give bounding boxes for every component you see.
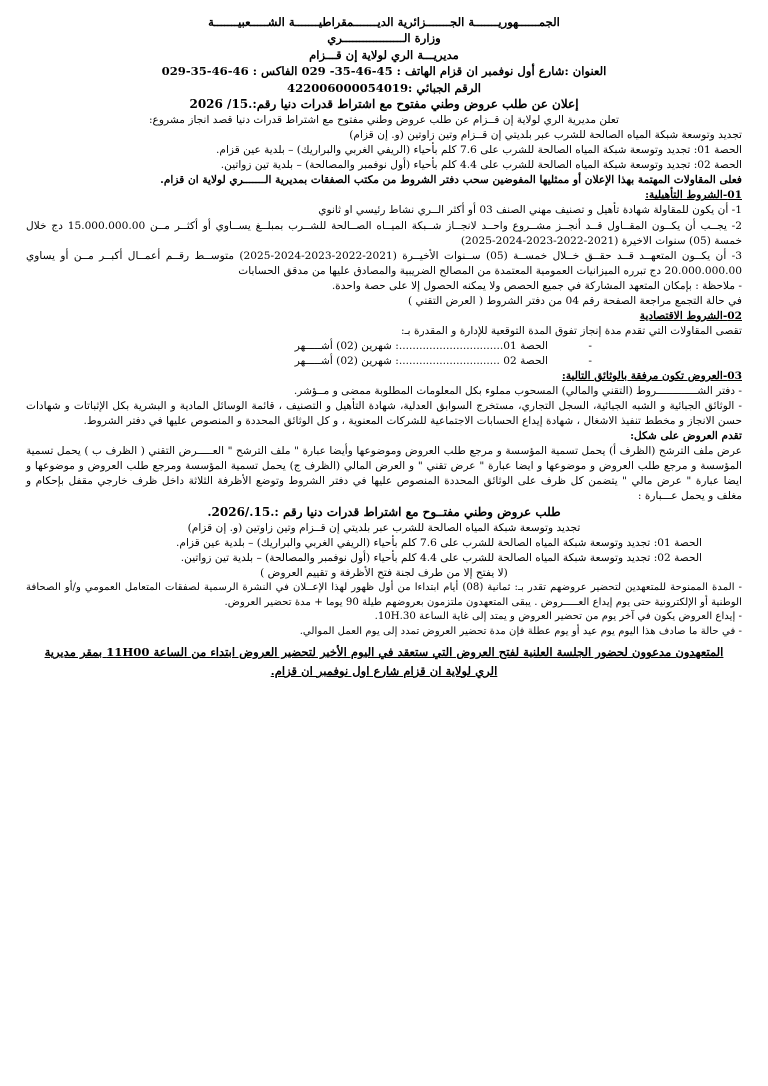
section-heading: 01-الشروط التأهيلية: [645,189,742,202]
section-economic [26,309,742,369]
footer-invitation [26,643,742,680]
economic-intro: تقصى المقاولات التي تقدم مدة إنجاز تفوق المدة التوقعية للإدارة و المقدرة بـ: [400,324,742,337]
tax-number: الرقم الجبائي :422006000054019 [287,80,481,95]
note-text: - ملاحظة : بإمكان المتعهد المشاركة في جميع الحصص ولا يمكنه الحصول إلا على حصة واحدة. [331,279,742,292]
footer-line: الري لولاية ان قزام شارع اول نوفمبر ان قزام. [270,663,498,678]
deadline-item: - إيداع العروض يكون في آخر يوم من تحضير العروض و يمتد إلى غاية الساعة 10H.30. [374,611,742,623]
condition-item: 2- يجــب أن يكــون المقــاول قــد أنجــز مشــروع واحــد لانجــاز شــبكة الميــاه الصــالحة للشــرب بمبلــغ يســاوي أو أكثــر مــن 15.000.000.00 دج خلال خمسة (05) سنوات الاخيرة (2021-2022-2023-2024-2025) [26,219,743,247]
intro-text: تعلن مديرية الري لولاية إن قــزام عن طلب عروض وطني مفتوح مع اشتراط قدرات دنيا قصد انجاز مشروع: [148,114,619,127]
grouping-text: في حالة التجمع مراجعة الصفحة رقم 04 من دفتر الشروط ( العرض التقني ) [408,294,742,307]
condition-item: 3- أن يكــون المتعهــد قــد حقــق خــلال خمســة (05) ســنوات الأخيــرة (2021-2022-2023-2024-2025) متوســط رقــم أعمــال أكبــر مــن أو يساوي 20.000.000.00 دج تبرره الميزانيات العمومية المعتمدة من المصالح الضريبية والمصادق عليها من مدقق الحسابات [26,249,742,277]
list-item: - الحصة 02 ..............................: شهرين (02) أشـــــهر [26,354,742,369]
lot-duration-value: شهرين (02) أشـــــهر [294,354,392,367]
section-documents [26,369,742,429]
announcement-title: إعلان عن طلب عروض وطني مفتوح مع اشتراط قدرات دنيا رقم:.15/ 2026 [189,97,579,112]
republic-name: الجمــــــهوريـــــــة الجـــــــزائرية الديـــــــمقراطيـــــــة الشـــــعبيـــــــة [208,15,560,29]
list-item: - الحصة 01...............................: شهرين (02) أشـــــهر [26,339,742,354]
contact-address: العنوان :شارع أول نوفمبر ان قزام الهاتف : 45-46-35- 029 الفاكس : 46-46-35-029 [161,64,607,79]
lot-duration-value: شهرين (02) أشـــــهر [294,339,392,352]
directorate-name: مديريـــة الري لولاية إن قـــزام [309,47,459,62]
project-name: تجديد وتوسعة شبكة المياه الصالحة للشرب عبر بلديتي إن قــزام وتين زاوتين (و. إن قزام) [349,129,742,142]
deadline-item: - في حالة ما صادف هذا اليوم يوم عيد أو يوم عطلة فإن مدة تحضير العروض تمدد إلى يوم العمل الموالي. [299,625,742,637]
envelope-label [26,504,742,581]
section-heading: 03-العروض تكون مرفقة بالوثائق التالية: [561,369,742,382]
section-submission [26,429,742,504]
lot-duration-label: الحصة 01...............................: [395,339,548,352]
document-header [26,14,742,96]
ministry-name: وزارة الــــــــــــــــــري [327,31,441,46]
notice-withdraw: فعلى المقاولات المهتمة بهذا الإعلان أو ممثليها المفوضين سحب دفتر الشروط من مكتب الصفقات بمديرية الـــــــري لولاية ان قزام. [160,174,742,187]
document-item: - دفتر الشـــــــــــــروط (التقني والمالي) المسحوب مملوء بكل المعلومات المطلوبة ممضى و مــؤشر. [293,384,742,397]
lot-duration-label: الحصة 02 ..............................: [395,354,548,367]
condition-item: 1- أن يكون للمقاولة شهادة تأهيل و تصنيف مهني الصنف 03 أو أكثر الــري نشاط رئيسي او ثانوي [318,204,742,217]
deadlines [26,581,742,639]
section-heading: 02-الشروط الاقتصادية [639,309,742,322]
lot-1: الحصة 01: تجديد وتوسعة شبكة المياه الصالحة للشرب على 7.6 كلم بأحياء (الريفي الغربي والبراريك) – بلدية عين قزام. [216,144,742,157]
deadline-item: - المدة الممنوحة للمتعهدين لتحضير عروضهم تقدر بـ: ثمانية (08) أيام ابتداءا من أول ظهور لهذا الإعــلان في النشرة الرسمية لصفقات المتعامل العمومي و/أو الصحافة الوطنية أو الإلكترونية حتى يوم إيداع العـــــروض . يبقى المتعهدون ملتزمون بعروضهم طيلة 90 يوما + مدة تحضير العروض. [26,582,742,608]
footer-line: المتعهدون مدعوون لحضور الجلسة العلنية لفتح العروض التي ستعقد في اليوم الأخير لتحضير العروض ابتداء من الساعة 11H00 بمقر مديرية [44,645,724,660]
envelope-project: تجديد وتوسعة شبكة المياه الصالحة للشرب عبر بلديتي إن قــزام وتين زاوتين (و. إن قزام) [187,522,581,535]
envelope-lot-1: الحصة 01: تجديد وتوسعة شبكة المياه الصالحة للشرب على 7.6 كلم بأحياء (الريفي الغربي والبراريك) – بلدية عين قزام. [176,537,702,550]
document-item: - الوثائق الجبائية و الشبه الجبائية، السجل التجاري، مستخرج السوابق العدلية، شهادة التأهيل و التصنيف ، قائمة الوسائل المادية و البشرية بكل الإثباتات و شهادات حسن الانجاز و مخطط تنفيذ الاشغال ، شهادة إيداع الحسابات الاجتماعية للشركات المعنوية ، و كل الوثائق المحددة و المنصوص عليها في دفتر الشروط. [26,399,742,427]
envelope-lot-2: الحصة 02: تجديد وتوسعة شبكة المياه الصالحة للشرب على 4.4 كلم بأحياء (أول نوفمبر والمصالحة) – بلدية تين زواتين. [180,552,702,565]
submission-text: عرض ملف الترشح (الظرف أ) يحمل تسمية المؤسسة و مرجع طلب العروض وموضوعها وأيضا عبارة " ملف الترشح " العـــــرض التقني ( الظرف ب ) يحمل تسمية المؤسسة و مرجع طلب العروض و موضوعها و ايضا عبارة " عرض تقني " و العرض المالي (الظرف ج) يحمل تسمية المؤسسة ومرجع طلب العروض و موضوعها و ايضا عبارة " عرض مالي " يتضمن كل ظرف على الوثائق المحددة المنصوص عليها في دفتر الشروط وتوضع الأظرفة الثلاثة داخل ظرف خارجي مقفل بإحكام و مغلف و يحمل عـــبارة : [26,444,742,503]
envelope-warning: (لا يفتح إلا من طرف لجنة فتح الأظرفة و تقييم العروض ) [260,567,508,580]
section-heading: تقدم العروض على شكل: [630,429,742,442]
envelope-title: طلب عروض وطني مفتــوح مع اشتراط قدرات دنيا رقم :.15./2026. [207,505,561,520]
section-qualification [26,188,742,308]
lot-2: الحصة 02: تجديد وتوسعة شبكة المياه الصالحة للشرب على 4.4 كلم بأحياء (أول نوفمبر والمصالحة) – بلدية تين زواتين. [220,159,742,172]
